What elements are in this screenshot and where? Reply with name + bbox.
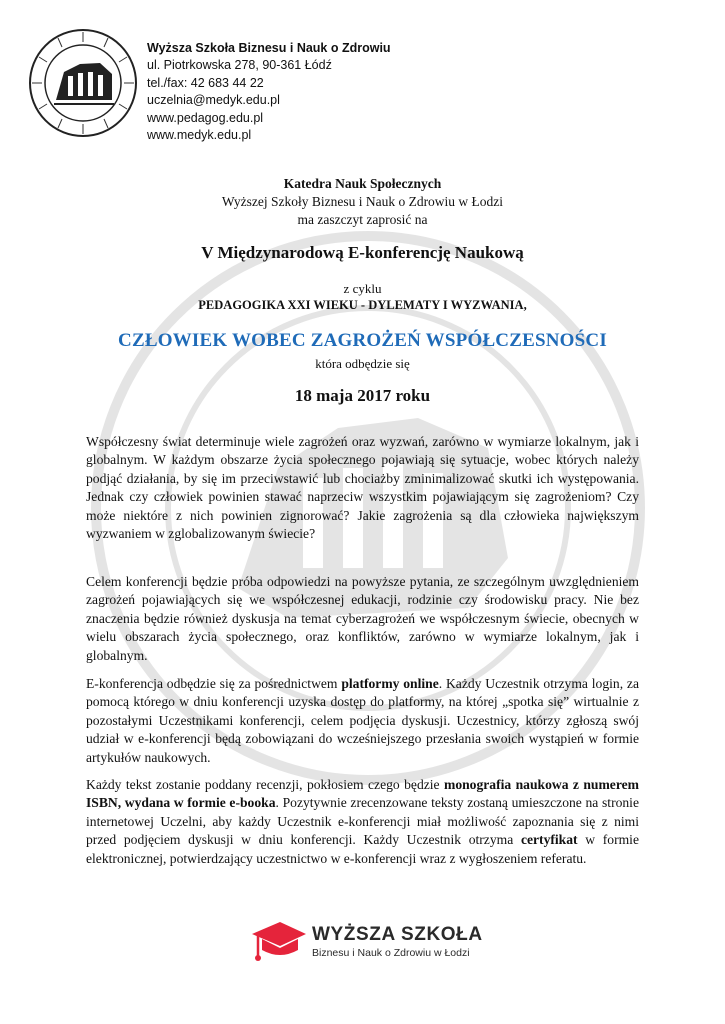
review-text-2: . Pozytywnie zrecenzowane teksty zostaną umieszczone na stronie internetowej Uczelni, aby każdy Uczestnik e-konferencji miał możliwość zapoznania się z nimi przed podjęciem dyskusji w dniu konferencji. Każdy Uczestnik otrzyma: [86, 795, 639, 848]
which-line: która odbędzie się: [315, 356, 410, 371]
paragraph-platform: [86, 675, 639, 767]
review-text-3: w formie elektronicznej, potwierdzający uczestnictwo w e-konferencji wraz z wygłoszeniem referatu.: [86, 832, 639, 866]
conference-date: 18 maja 2017 roku: [294, 386, 431, 405]
university-seal-icon: [28, 28, 138, 138]
website-link-pedagog[interactable]: www.pedagog.edu.pl: [147, 110, 264, 125]
series-name: PEDAGOGIKA XXI WIEKU - DYLEMATY I WYZWANIA,: [198, 298, 527, 312]
logo-main-text: WYŻSZA SZKOŁA: [312, 924, 483, 945]
conference-title: CZŁOWIEK WOBEC ZAGROŻEŃ WSPÓŁCZESNOŚCI: [118, 330, 607, 351]
address: ul. Piotrkowska 278, 90-361 Łódź: [147, 58, 332, 73]
invitation-line: ma zaszczyt zaprosić na: [297, 212, 428, 227]
platform-text-2: . Każdy Uczestnik otrzyma login, za pomocą którego w dniu konferencji uzyska dostęp do platformy, na której „spotka się” wirtualnie z pozostałymi Uczestnikami konferencji, celem podjęcia dyskusji. Uczestnicy, którzy zgłoszą swój udział w e-konferencji będą zobowiązani do wcześniejszego przesłania swoich wystąpień w formie artykułów naukowych.: [86, 676, 639, 765]
email-link[interactable]: uczelnia@medyk.edu.pl: [147, 93, 280, 108]
website-link-medyk[interactable]: www.medyk.edu.pl: [147, 128, 252, 143]
cycle-label: z cyklu: [343, 281, 382, 296]
paragraph-review: [86, 776, 639, 868]
department-name: Katedra Nauk Społecznych: [283, 176, 442, 191]
certificate-highlight: certyfikat: [520, 832, 578, 848]
institution-name: Wyższa Szkoła Biznesu i Nauk o Zdrowiu: [147, 41, 391, 55]
paragraph-intro: Współczesny świat determinuje wiele zagrożeń oraz wyzwań, zarówno w wymiarze lokalnym, jak i globalnym. W każdym obszarze życia społecznego pojawiają się sytuacje, wobec których należy podjąć działania, by się im przeciwstawić lub chociażby zminimalizować skutki ich występowania. Jednak czy człowiek powinien stawać naprzeciw wszystkim pojawiającym się zagrożeniom? Czy może niektóre z nich powinien zignorować? Jakie zagrożenia są dla człowieka największym wyzwaniem w zglobalizowanym świecie?: [86, 434, 639, 542]
university-name: Wyższej Szkoły Biznesu i Nauk o Zdrowiu w Łodzi: [221, 194, 504, 209]
monograph-highlight: monografia naukowa z numerem ISBN, wydana w formie e-booka: [86, 777, 639, 811]
footer-logo: [250, 918, 490, 968]
conference-name: V Międzynarodową E-konferencję Naukową: [201, 243, 524, 262]
contact-block: [147, 40, 391, 144]
review-text-1: Każdy tekst zostanie poddany recenzji, pokłosiem czego będzie: [86, 777, 444, 792]
platform-highlight: platformy online: [341, 676, 439, 691]
phone: tel./fax: 42 683 44 22: [147, 75, 264, 90]
logo-sub-text: Biznesu i Nauk o Zdrowiu w Łodzi: [312, 947, 470, 959]
paragraph-goal: Celem konferencji będzie próba odpowiedzi na powyższe pytania, ze szczególnym uwzględnieniem zagrożeń pojawiających się we współczesnej edukacji, rodzinie czy środowisku pracy. Nie bez znaczenia będzie również dyskusja na temat cyberzagrożeń we współczesnym świecie, obecnych w wielu obszarach życia społecznego, oraz konfliktów, zarówno w wymiarze lokalnym, jak i globalnym.: [86, 574, 639, 663]
platform-text-1: E-konferencja odbędzie się za pośrednictwem: [86, 676, 342, 691]
graduation-cap-icon: [250, 920, 308, 964]
